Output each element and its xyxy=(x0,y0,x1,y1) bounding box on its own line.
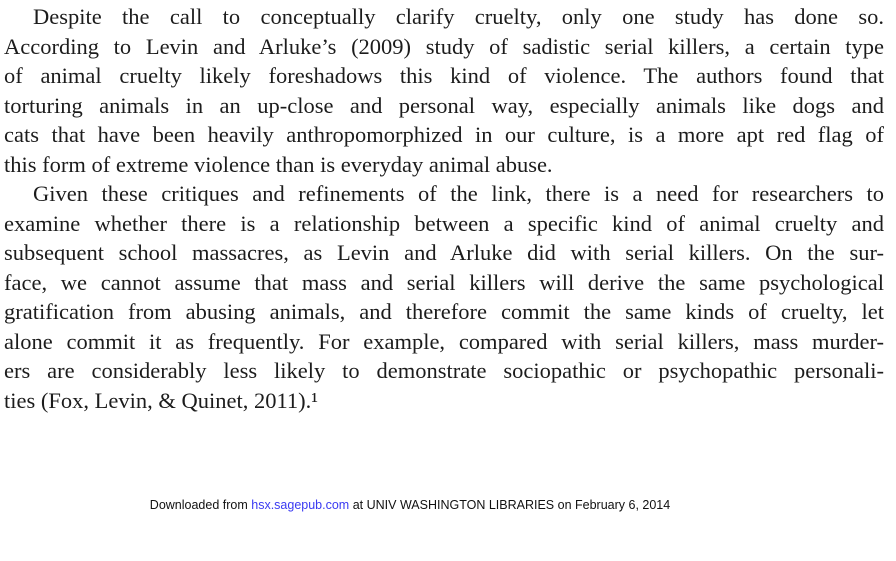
article-text xyxy=(4,2,884,415)
text-line: Given these critiques and refinements of the link, there is a need for researchers to xyxy=(33,181,884,206)
text-line: subsequent school massacres, as Levin and Arluke did with serial killers. On the sur- xyxy=(4,240,884,265)
text-line: this form of extreme violence than is everyday animal abuse. xyxy=(4,151,553,177)
text-line: alone commit it as frequently. For example, compared with serial killers, mass murder- xyxy=(4,328,884,354)
paragraph-2 xyxy=(4,179,884,415)
text-line: face, we cannot assume that mass and serial killers will derive the same psychological xyxy=(4,269,884,295)
text-line: According to Levin and Arluke’s (2009) study of sadistic serial killers, a certain type xyxy=(4,33,884,59)
text-line: Despite the call to conceptually clarify cruelty, only one study has done so. xyxy=(33,4,884,29)
download-footer xyxy=(0,497,820,513)
text-line: torturing animals in an up-close and personal way, especially animals like dogs and xyxy=(4,92,884,118)
text-line: cats that have been heavily anthropomorphized in our culture, is a more apt red flag of xyxy=(4,122,884,147)
text-line: ties (Fox, Levin, & Quinet, 2011).¹ xyxy=(4,387,319,413)
footer-suffix-text: at UNIV WASHINGTON LIBRARIES on February 6, 2014 xyxy=(352,498,671,512)
sagepub-link[interactable]: hsx.sagepub.com xyxy=(251,498,350,512)
text-line: of animal cruelty likely foreshadows this kind of violence. The authors found that xyxy=(4,63,884,88)
text-line: gratification from abusing animals, and therefore commit the same kinds of cruelty, let xyxy=(4,299,884,324)
footer-prefix-text: Downloaded from xyxy=(149,498,248,512)
paragraph-1 xyxy=(4,2,884,179)
text-line: ers are considerably less likely to demonstrate sociopathic or psychopathic personali- xyxy=(4,358,884,383)
text-line: examine whether there is a relationship between a specific kind of animal cruelty and xyxy=(4,210,884,236)
